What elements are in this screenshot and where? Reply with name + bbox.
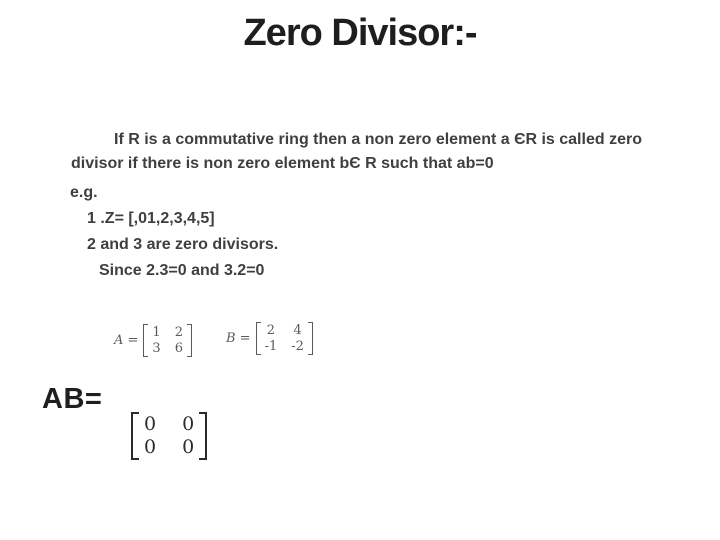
matrix-b-body (256, 322, 313, 355)
definition-line-1: If R is a commutative ring then a non zero element a ЄR is called zero (114, 131, 642, 148)
matrix-cell: 1 (152, 325, 161, 340)
matrix-cell: 0 (144, 436, 157, 458)
matrix-cell: 6 (174, 341, 183, 356)
close-bracket (187, 324, 192, 357)
example-line-set: 1 .Z= [,01,2,3,4,5] (87, 210, 215, 227)
close-bracket (199, 412, 207, 460)
matrix-b (226, 322, 313, 355)
matrix-cell: 0 (182, 436, 195, 458)
matrix-cell: 3 (152, 341, 161, 356)
example-line-since: Since 2.3=0 and 3.2=0 (99, 262, 265, 279)
matrix-product-cells (139, 412, 199, 460)
close-bracket (308, 322, 313, 355)
matrix-a-cells (148, 324, 187, 357)
matrix-a-label: A = (114, 333, 139, 348)
matrix-cell: -1 (264, 339, 278, 354)
open-bracket (131, 412, 139, 460)
matrix-cell: 2 (266, 323, 276, 338)
matrix-product (131, 412, 207, 460)
product-label: AB= (42, 383, 103, 415)
matrix-a (114, 324, 192, 357)
matrix-a-body (143, 324, 192, 357)
example-heading: e.g. (70, 184, 98, 201)
matrix-b-label: B = (226, 331, 251, 346)
matrix-b-cells (261, 322, 308, 355)
definition-line-2: divisor if there is non zero element bЄ R such that ab=0 (71, 155, 494, 172)
matrix-product-body (131, 412, 207, 460)
example-line-divisors: 2 and 3 are zero divisors. (87, 236, 279, 253)
matrix-cell: 2 (174, 325, 183, 340)
matrix-cell: 0 (144, 413, 157, 435)
matrix-cell: 0 (182, 413, 195, 435)
slide-title: Zero Divisor:- (243, 12, 477, 54)
matrix-cell: 4 (293, 323, 302, 338)
matrix-cell: -2 (291, 339, 304, 354)
